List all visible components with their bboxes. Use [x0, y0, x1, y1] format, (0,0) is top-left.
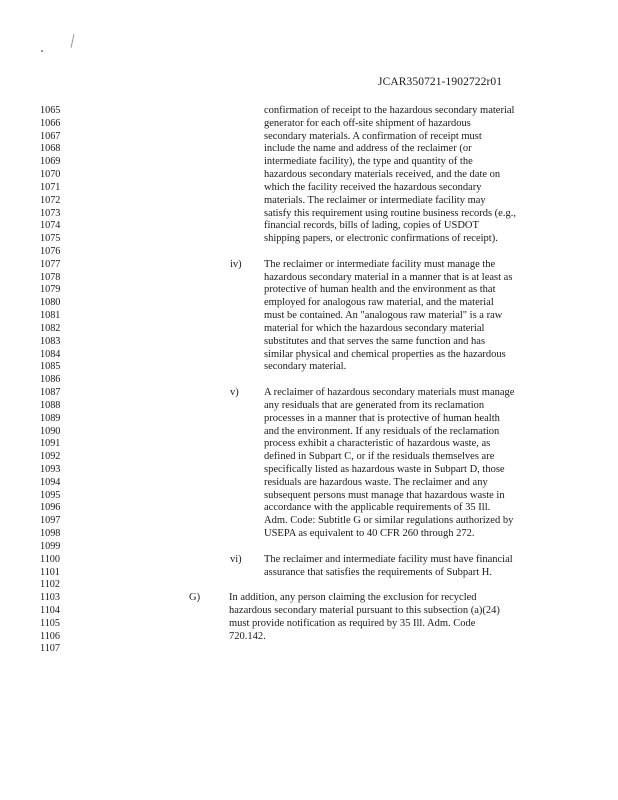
document-line	[0, 117, 618, 130]
document-line	[0, 104, 618, 117]
document-line	[0, 207, 618, 220]
line-number: 1075	[40, 233, 61, 245]
line-number: 1095	[40, 489, 61, 501]
document-line	[0, 399, 618, 412]
document-line	[0, 617, 618, 630]
document-line	[0, 258, 618, 271]
line-text: financial records, bills of lading, copies of USDOT	[264, 220, 479, 232]
document-line	[0, 245, 618, 258]
line-number: 1100	[40, 553, 60, 565]
document-line	[0, 642, 618, 655]
line-number: 1067	[40, 130, 61, 142]
line-text: processes in a manner that is protective of human health	[264, 412, 500, 424]
document-line	[0, 168, 618, 181]
line-number: 1097	[40, 515, 61, 527]
document-line	[0, 181, 618, 194]
document-line	[0, 360, 618, 373]
line-number: 1105	[40, 617, 60, 629]
line-number: 1098	[40, 528, 61, 540]
line-number: 1104	[40, 604, 60, 616]
line-number: 1065	[40, 105, 61, 116]
line-number: 1091	[40, 438, 61, 450]
line-text: subsequent persons must manage that hazardous waste in	[264, 489, 505, 501]
line-number: 1087	[40, 387, 61, 399]
line-text: generator for each off-site shipment of hazardous	[264, 117, 471, 129]
document-line	[0, 425, 618, 438]
document-line	[0, 373, 618, 386]
line-number: 1066	[40, 117, 61, 129]
document-line	[0, 412, 618, 425]
line-text: secondary materials. A confirmation of receipt must	[264, 130, 482, 142]
subsection-label: v)	[230, 387, 239, 399]
line-text: substitutes and that serves the same function and has	[264, 335, 486, 347]
subsection-label: G)	[189, 592, 201, 604]
subsection-label: iv)	[230, 258, 242, 270]
document-line	[0, 271, 618, 284]
line-text: The reclaimer or intermediate facility must manage the	[264, 258, 496, 270]
line-text: The reclaimer and intermediate facility must have financial	[264, 553, 513, 565]
document-line	[0, 194, 618, 207]
line-text: similar physical and chemical properties as the hazardous	[264, 348, 506, 360]
document-id-header: JCAR350721-1902722r01	[378, 76, 503, 88]
document-line	[0, 283, 618, 296]
line-number: 1083	[40, 335, 61, 347]
line-number: 1080	[40, 297, 61, 309]
line-number: 1107	[40, 643, 60, 655]
line-text: employed for analogous raw material, and the material	[264, 297, 494, 309]
document-line	[0, 463, 618, 476]
document-line	[0, 476, 618, 489]
line-number: 1101	[40, 566, 60, 578]
document-line	[0, 296, 618, 309]
line-text: intermediate facility), the type and quantity of the	[264, 156, 473, 168]
document-line	[0, 232, 618, 245]
line-text: hazardous secondary materials received, and the date on	[264, 169, 501, 181]
document-line	[0, 335, 618, 348]
line-text: defined in Subpart C, or if the residuals themselves are	[264, 451, 495, 463]
document-line	[0, 309, 618, 322]
line-text: Adm. Code: Subtitle G or similar regulations authorized by	[264, 515, 514, 527]
document-line	[0, 450, 618, 463]
line-text: any residuals that are generated from its reclamation	[264, 399, 485, 411]
line-number: 1077	[40, 258, 61, 270]
line-text: In addition, any person claiming the exclusion for recycled	[229, 592, 477, 604]
document-line	[0, 578, 618, 591]
subsection-label: vi)	[230, 553, 242, 565]
line-text: process exhibit a characteristic of hazardous waste, as	[264, 438, 491, 450]
line-text: residuals are hazardous waste. The reclaimer and any	[264, 476, 488, 488]
line-text: secondary material.	[264, 361, 347, 373]
line-number: 1071	[40, 181, 61, 193]
line-text: must provide notification as required by 35 Ill. Adm. Code	[229, 617, 476, 629]
document-line	[0, 591, 618, 604]
line-number: 1070	[40, 169, 61, 181]
document-line	[0, 130, 618, 143]
line-text: USEPA as equivalent to 40 CFR 260 through 272.	[264, 528, 475, 540]
line-number: 1076	[40, 246, 61, 258]
document-line	[0, 566, 618, 579]
document-line	[0, 527, 618, 540]
line-number: 1089	[40, 412, 61, 424]
document-line	[0, 514, 618, 527]
document-line	[0, 540, 618, 553]
document-line	[0, 553, 618, 566]
document-line	[0, 386, 618, 399]
document-line	[0, 489, 618, 502]
line-number: 1102	[40, 579, 60, 591]
line-number: 1099	[40, 540, 61, 552]
document-line	[0, 604, 618, 617]
scan-dot	[41, 50, 43, 52]
document-line	[0, 219, 618, 232]
line-text: assurance that satisfies the requirements of Subpart H.	[264, 566, 493, 578]
scan-mark	[71, 34, 76, 48]
line-text: must be contained. An "analogous raw material" is a raw	[264, 310, 503, 322]
document-line	[0, 630, 618, 643]
line-text: shipping papers, or electronic confirmations of receipt).	[264, 233, 498, 245]
line-number: 1088	[40, 399, 61, 411]
document-line	[0, 155, 618, 168]
line-number: 1079	[40, 284, 61, 296]
line-text: accordance with the applicable requirements of 35 Ill.	[264, 502, 491, 514]
line-number: 1073	[40, 207, 61, 219]
line-number: 1074	[40, 220, 61, 232]
line-text: 720.142.	[229, 630, 266, 642]
line-text: which the facility received the hazardous secondary	[264, 181, 482, 193]
line-text: and the environment. If any residuals of the reclamation	[264, 425, 500, 437]
line-number: 1106	[40, 630, 60, 642]
line-number: 1078	[40, 271, 61, 283]
line-number: 1072	[40, 194, 61, 206]
line-number: 1090	[40, 425, 61, 437]
line-text: satisfy this requirement using routine business records (e.g.,	[264, 207, 516, 219]
line-number: 1085	[40, 361, 61, 373]
line-number: 1103	[40, 592, 60, 604]
line-text: protective of human health and the environment as that	[264, 284, 496, 296]
line-number: 1092	[40, 451, 61, 463]
document-line	[0, 501, 618, 514]
line-text: material for which the hazardous secondary material	[264, 322, 485, 334]
line-text: specifically listed as hazardous waste in Subpart D, those	[264, 463, 505, 475]
document-line	[0, 142, 618, 155]
document-line	[0, 322, 618, 335]
line-number: 1081	[40, 310, 61, 322]
line-text: hazardous secondary material pursuant to this subsection (a)(24)	[229, 604, 500, 616]
line-number: 1096	[40, 502, 61, 514]
line-text: confirmation of receipt to the hazardous secondary material	[264, 105, 515, 116]
line-number: 1082	[40, 322, 61, 334]
line-text: A reclaimer of hazardous secondary materials must manage	[264, 387, 515, 399]
document-line	[0, 437, 618, 450]
document-line	[0, 348, 618, 361]
line-number: 1086	[40, 374, 61, 386]
line-number: 1068	[40, 143, 61, 155]
line-number: 1069	[40, 156, 61, 168]
line-text: include the name and address of the reclaimer (or	[264, 143, 472, 155]
line-number: 1084	[40, 348, 61, 360]
line-text: materials. The reclaimer or intermediate facility may	[264, 194, 486, 206]
line-number: 1094	[40, 476, 61, 488]
line-number: 1093	[40, 463, 61, 475]
line-text: hazardous secondary material in a manner that is at least as	[264, 271, 513, 283]
